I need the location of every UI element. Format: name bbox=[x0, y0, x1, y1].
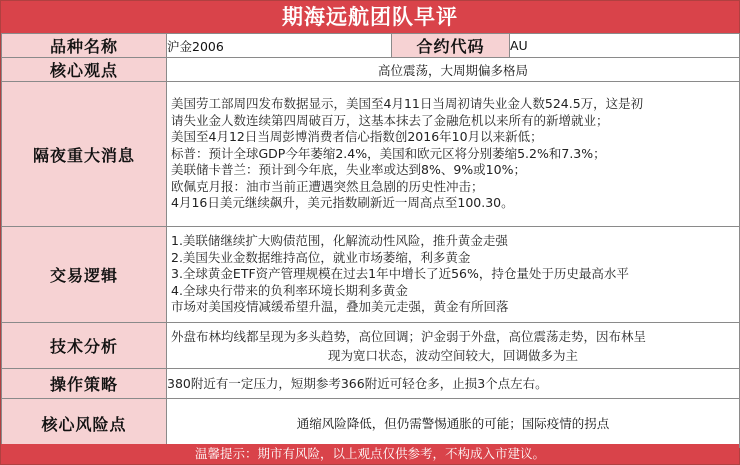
logic-row bbox=[2, 227, 740, 323]
strategy-row bbox=[2, 369, 740, 399]
news-line: 欧佩克月报：油市当前正遭遇突然且急剧的历史性冲击； bbox=[171, 178, 484, 194]
logic-content bbox=[167, 227, 740, 323]
logic-line: 3.全球黄金ETF资产管理规模在过去1年中增长了近56%，持仓量处于历史最高水平 bbox=[171, 266, 629, 282]
technical-line: 现为宽口状态，波动空间较大，回调做多为主 bbox=[327, 347, 578, 363]
technical-content bbox=[167, 323, 740, 369]
core-view-label: 核心观点 bbox=[2, 58, 167, 82]
logic-label: 交易逻辑 bbox=[2, 227, 167, 323]
news-content bbox=[167, 82, 740, 227]
logic-line: 2.美国失业金数据维持高位，就业市场萎缩，利多黄金 bbox=[171, 249, 471, 265]
technical-label: 技术分析 bbox=[2, 323, 167, 369]
news-line: 标普：预计全球GDP今年萎缩2.4%，美国和欧元区将分别萎缩5.2%和7.3%； bbox=[171, 145, 606, 161]
news-line: 美国劳工部周四发布数据显示，美国至4月11日当周初请失业金人数524.5万，这是初 bbox=[171, 95, 644, 111]
review-table bbox=[1, 33, 740, 448]
strategy-value: 380附近有一定压力，短期参考366附近可轻仓多，止损3个点左右。 bbox=[167, 369, 740, 399]
contract-label: 合约代码 bbox=[392, 34, 510, 58]
risk-label: 核心风险点 bbox=[2, 399, 167, 448]
contract-value: AU bbox=[510, 34, 740, 58]
risk-row bbox=[2, 399, 740, 448]
risk-value: 通缩风险降低，但仍需警惕通胀的可能；国际疫情的拐点 bbox=[167, 399, 740, 448]
news-label: 隔夜重大消息 bbox=[2, 82, 167, 227]
core-view-value: 高位震荡，大周期偏多格局 bbox=[167, 58, 740, 82]
technical-row bbox=[2, 323, 740, 369]
strategy-label: 操作策略 bbox=[2, 369, 167, 399]
product-label: 品种名称 bbox=[2, 34, 167, 58]
core-view-row bbox=[2, 58, 740, 82]
news-line: 请失业金人数连续第四周破百万，这基本抹去了金融危机以来所有的新增就业； bbox=[171, 112, 609, 128]
logic-line: 4.全球央行带来的负利率环境长期利多黄金 bbox=[171, 282, 408, 298]
product-row bbox=[2, 34, 740, 58]
technical-line: 外盘布林均线都呈现为多头趋势，高位回调；沪金弱于外盘，高位震荡走势，因布林呈 bbox=[171, 328, 647, 344]
product-value: 沪金2006 bbox=[167, 34, 392, 58]
news-line: 美国至4月12日当周彭博消费者信心指数创2016年10月以来新低； bbox=[171, 129, 543, 145]
risk-disclaimer-footer: 温馨提示：期市有风险，以上观点仅供参考，不构成入市建议。 bbox=[1, 444, 739, 464]
logic-line: 市场对美国疫情减缓希望升温，叠加美元走强，黄金有所回落 bbox=[171, 299, 509, 315]
sheet-title: 期海远航团队早评 bbox=[1, 1, 739, 33]
logic-line: 1.美联储继续扩大购债范围，化解流动性风险，推升黄金走强 bbox=[171, 233, 508, 249]
news-line: 美联储卡普兰：预计到今年底，失业率或达到8%、9%或10%； bbox=[171, 162, 526, 178]
news-row bbox=[2, 82, 740, 227]
news-line: 4月16日美元继续飙升，美元指数刷新近一周高点至100.30。 bbox=[171, 195, 514, 211]
